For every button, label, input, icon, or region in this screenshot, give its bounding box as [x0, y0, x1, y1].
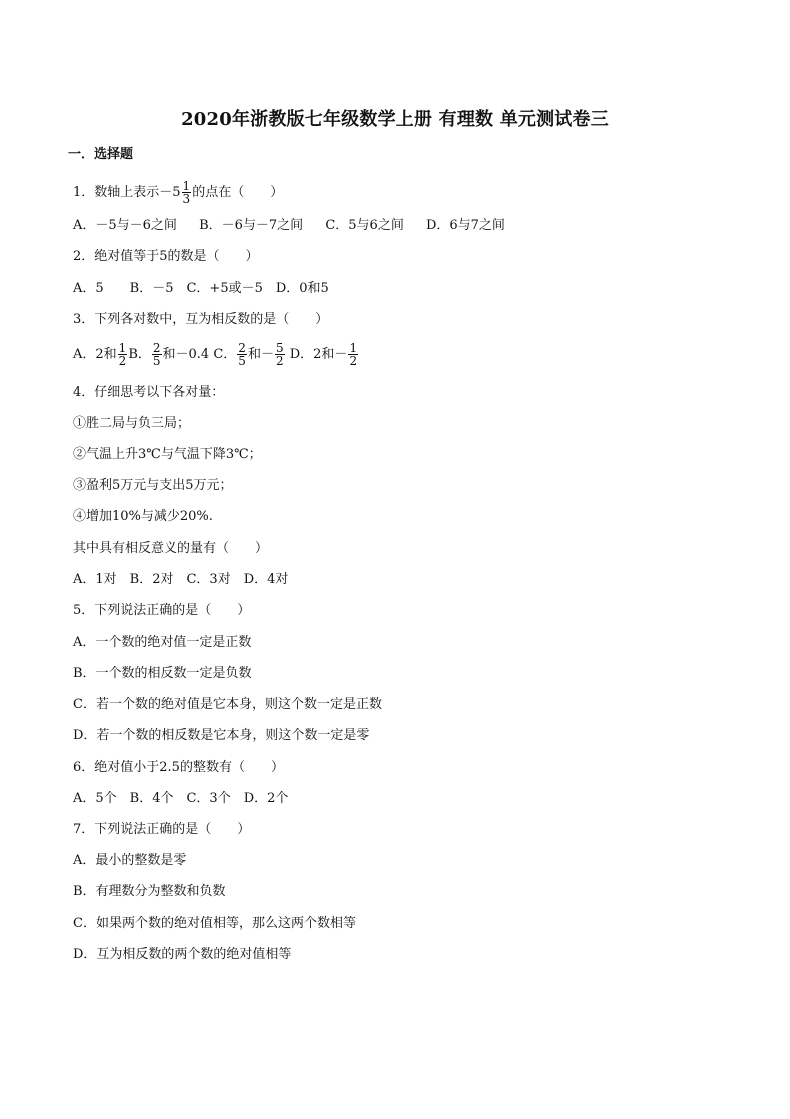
fraction-denominator: 2	[349, 354, 358, 368]
option-b: B．－6与－7之间	[199, 218, 304, 233]
fraction	[275, 342, 285, 367]
option-d: D．6与7之间	[425, 218, 505, 233]
fraction	[182, 180, 192, 205]
question-3-options	[73, 342, 359, 367]
option-c-text: 和－	[247, 347, 274, 362]
fraction	[237, 342, 247, 367]
option-a: A．－5与－6之间	[73, 218, 177, 233]
question-4-item-3: ③盈利5万元与支出5万元；	[73, 478, 233, 493]
question-1-text-pre: 1．数轴上表示－5	[73, 185, 181, 200]
option-a: A．2和	[73, 347, 117, 362]
question-1-text-post: 的点在（ ）	[192, 185, 284, 200]
fraction-numerator: 1	[118, 341, 127, 355]
question-7-option-c: C．如果两个数的绝对值相等，那么这两个数相等	[73, 916, 356, 931]
fraction-denominator: 2	[275, 354, 284, 368]
question-7-option-b: B．有理数分为整数和负数	[73, 884, 226, 899]
fraction-numerator: 1	[182, 179, 191, 193]
question-4-options: A．1对 B．2对 C．3对 D．4对	[73, 572, 289, 587]
question-3: 3．下列各对数中，互为相反数的是（ ）	[73, 312, 329, 327]
fraction	[118, 342, 128, 367]
fraction-denominator: 5	[238, 354, 246, 368]
question-7-option-a: A．最小的整数是零	[73, 853, 187, 868]
fraction-denominator: 5	[152, 354, 161, 368]
fraction	[348, 342, 358, 367]
option-c: C．	[213, 347, 237, 362]
question-5: 5．下列说法正确的是（ ）	[73, 603, 251, 618]
question-5-option-b: B．一个数的相反数一定是负数	[73, 666, 252, 681]
question-4-item-2: ②气温上升3℃与气温下降3℃；	[73, 447, 262, 462]
question-2: 2．绝对值等于5的数是（ ）	[73, 249, 259, 264]
question-7-option-d: D．互为相反数的两个数的绝对值相等	[73, 947, 292, 962]
question-2-options: A．5 B．－5 C．+5或－5 D．0和5	[73, 281, 329, 296]
section-heading: 一．选择题	[68, 147, 134, 162]
fraction-denominator: 3	[182, 192, 191, 206]
question-4-item-1: ①胜二局与负三局；	[73, 416, 191, 431]
question-5-option-d: D．若一个数的相反数是它本身，则这个数一定是零	[73, 728, 370, 743]
question-6-options: A．5个 B．4个 C．3个 D．2个	[73, 791, 289, 806]
question-4-item-4: ④增加10%与减少20%.	[73, 509, 213, 524]
fraction-numerator: 2	[152, 341, 161, 355]
fraction-numerator: 5	[275, 341, 284, 355]
option-b: B．	[128, 347, 151, 362]
question-7: 7．下列说法正确的是（ ）	[73, 822, 251, 837]
question-6: 6．绝对值小于2.5的整数有（ ）	[73, 760, 284, 775]
question-5-option-c: C．若一个数的绝对值是它本身，则这个数一定是正数	[73, 697, 382, 712]
fraction-denominator: 2	[118, 354, 127, 368]
question-4-ask: 其中具有相反意义的量有（ ）	[73, 541, 269, 556]
question-1-options	[73, 217, 505, 235]
question-4: 4．仔细思考以下各对量：	[73, 385, 225, 400]
option-b-text: 和－0.4	[162, 347, 210, 362]
question-5-option-a: A．一个数的绝对值一定是正数	[73, 635, 252, 650]
page-title: 2020年浙教版七年级数学上册 有理数 单元测试卷三	[181, 109, 609, 130]
fraction-numerator: 1	[349, 341, 358, 355]
fraction	[152, 342, 162, 367]
option-d: D．2和－	[289, 347, 348, 362]
option-c: C．5与6之间	[325, 218, 404, 233]
question-1	[73, 180, 283, 205]
fraction-numerator: 2	[238, 341, 246, 355]
